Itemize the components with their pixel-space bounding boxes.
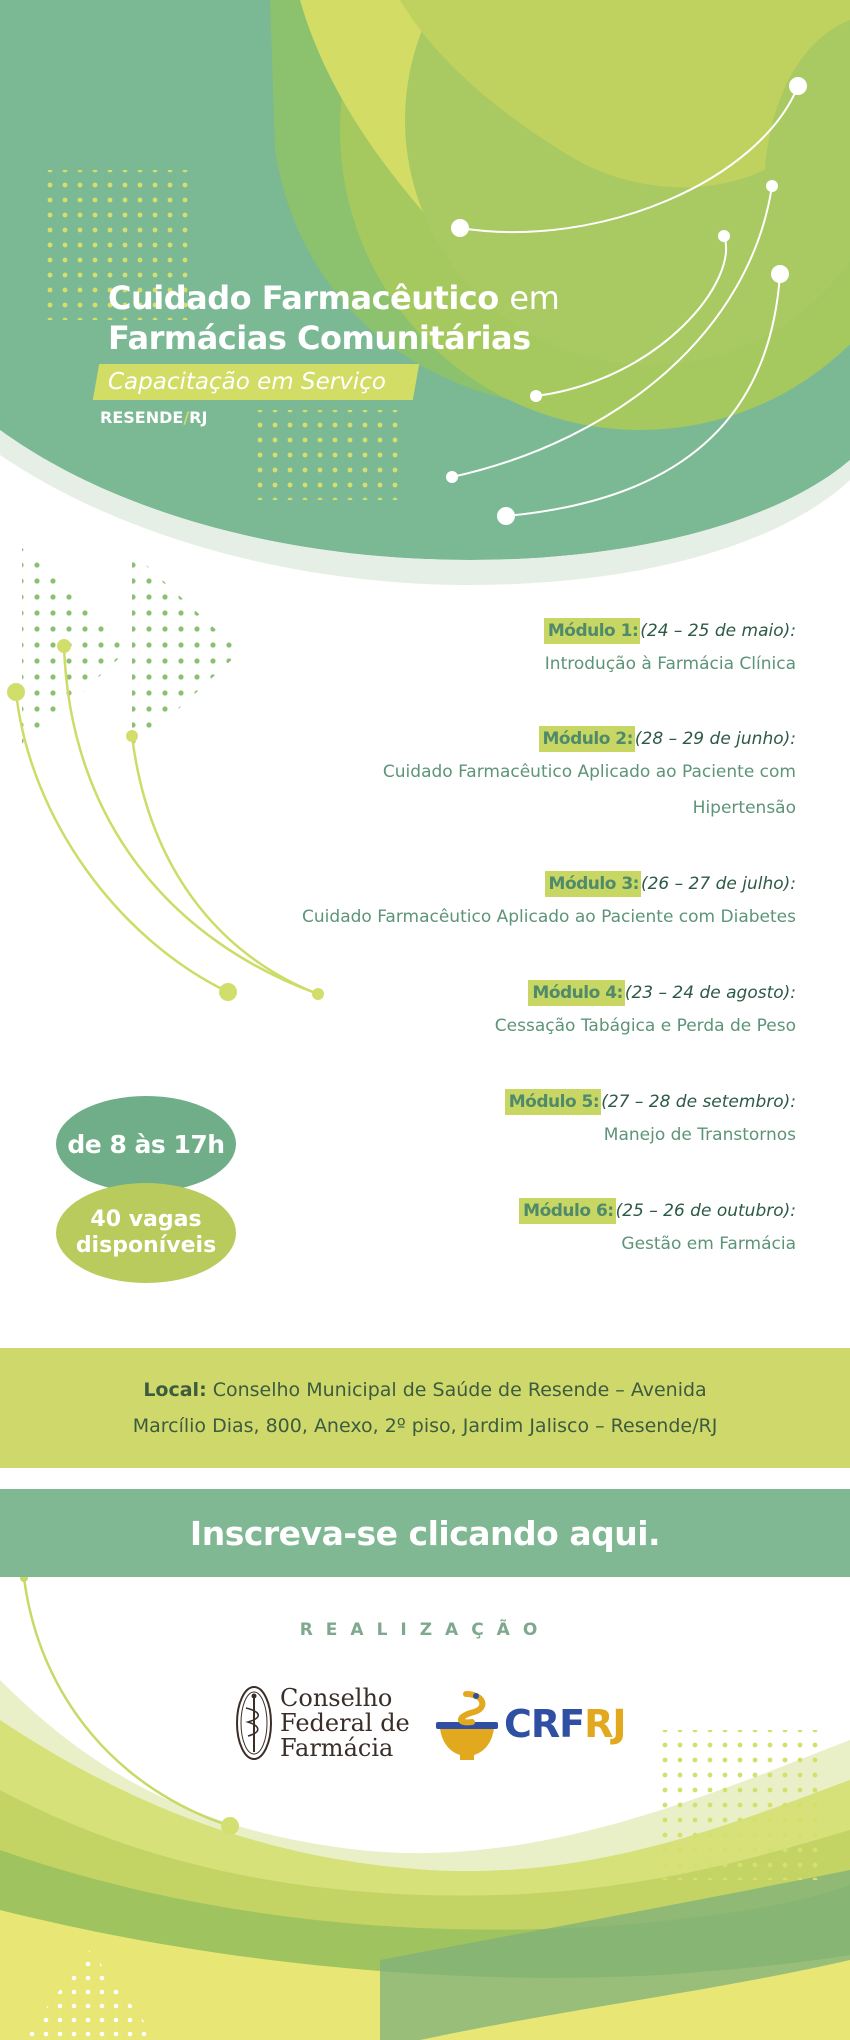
module-title-line-1: Cuidado Farmacêutico Aplicado ao Paciente com bbox=[382, 762, 796, 782]
module-date: (24 – 25 de maio): bbox=[640, 621, 796, 641]
location-state: RJ bbox=[189, 408, 208, 427]
location-separator: / bbox=[183, 408, 190, 427]
module-title: Manejo de Transtornos bbox=[603, 1125, 796, 1145]
module-date: (28 – 29 de junho): bbox=[634, 729, 796, 749]
event-title bbox=[108, 278, 559, 358]
seats-line-2: disponíveis bbox=[75, 1233, 217, 1258]
cff-line-2: Federal de bbox=[280, 1709, 410, 1737]
module-label: Módulo 4: bbox=[528, 980, 624, 1006]
module-6 bbox=[519, 1196, 796, 1262]
cff-emblem-icon bbox=[234, 1684, 274, 1762]
cff-logo[interactable] bbox=[234, 1682, 414, 1764]
module-label: Módulo 6: bbox=[519, 1198, 615, 1224]
seats-line-1: 40 vagas bbox=[90, 1207, 202, 1232]
module-title: Cessação Tabágica e Perda de Peso bbox=[494, 1016, 796, 1036]
realizacao-heading: REALIZAÇÃO bbox=[299, 1620, 551, 1640]
subtitle: Capacitação em Serviço bbox=[108, 369, 386, 395]
hours-badge bbox=[56, 1096, 236, 1192]
module-label: Módulo 1: bbox=[544, 618, 640, 644]
seats-badge bbox=[56, 1183, 236, 1283]
crfrj-logo[interactable] bbox=[432, 1686, 626, 1762]
crf-part-1: CRF bbox=[504, 1702, 585, 1746]
title-line-2: Farmácias Comunitárias bbox=[108, 319, 531, 357]
module-title: Gestão em Farmácia bbox=[621, 1234, 796, 1254]
crf-part-2: RJ bbox=[584, 1702, 626, 1746]
cff-line-1: Conselho bbox=[280, 1684, 393, 1712]
module-title: Introdução à Farmácia Clínica bbox=[544, 654, 796, 674]
module-date: (26 – 27 de julho): bbox=[640, 874, 796, 894]
module-label: Módulo 3: bbox=[545, 871, 641, 897]
title-bold: Cuidado Farmacêutico bbox=[108, 279, 499, 317]
module-title-line-2: Hipertensão bbox=[692, 798, 796, 818]
module-1 bbox=[544, 616, 796, 682]
module-2 bbox=[383, 724, 796, 826]
module-date: (25 – 26 de outubro): bbox=[615, 1201, 796, 1221]
crfrj-logo-text bbox=[504, 1702, 626, 1746]
module-label: Módulo 5: bbox=[505, 1089, 601, 1115]
module-date: (23 – 24 de agosto): bbox=[624, 983, 796, 1003]
local-line-1: Conselho Municipal de Saúde de Resende – Avenida bbox=[212, 1379, 707, 1401]
cff-line-3: Farmácia bbox=[280, 1734, 394, 1762]
register-button[interactable] bbox=[0, 1489, 850, 1577]
cff-logo-text bbox=[280, 1686, 410, 1761]
title-light: em bbox=[509, 279, 560, 317]
crfrj-emblem-icon bbox=[432, 1686, 502, 1762]
module-5 bbox=[505, 1087, 796, 1153]
module-label: Módulo 2: bbox=[539, 726, 635, 752]
location-tag bbox=[100, 408, 207, 428]
module-3 bbox=[302, 869, 796, 935]
local-address bbox=[105, 1372, 745, 1444]
module-4 bbox=[495, 978, 796, 1044]
hours-text: de 8 às 17h bbox=[67, 1129, 225, 1159]
module-date: (27 – 28 de setembro): bbox=[601, 1092, 796, 1112]
location-city: RESENDE bbox=[100, 408, 184, 427]
local-label: Local: bbox=[143, 1379, 207, 1401]
local-line-2: Marcílio Dias, 800, Anexo, 2º piso, Jardim Jalisco – Resende/RJ bbox=[132, 1415, 718, 1437]
local-band bbox=[0, 1348, 850, 1468]
title-line-1 bbox=[108, 278, 559, 318]
module-title: Cuidado Farmacêutico Aplicado ao Paciente com Diabetes bbox=[302, 907, 796, 927]
register-button-label: Inscreva-se clicando aqui. bbox=[189, 1513, 661, 1553]
